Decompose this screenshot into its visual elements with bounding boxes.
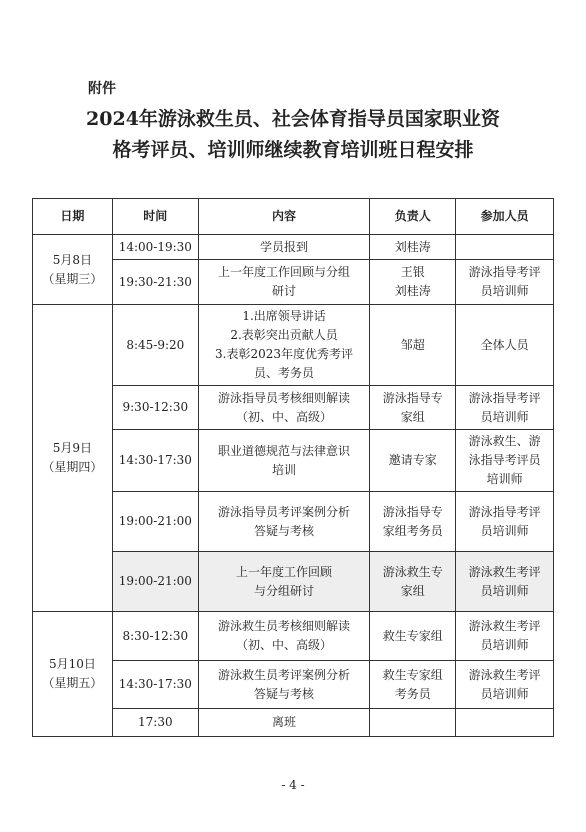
leader-cell bbox=[370, 430, 456, 492]
date-cell-line: 5月9日 bbox=[52, 441, 93, 455]
time-cell bbox=[112, 552, 198, 612]
leader-cell bbox=[370, 260, 456, 305]
content-cell bbox=[198, 661, 370, 709]
time-cell bbox=[112, 260, 198, 305]
attachment-label: 附件 bbox=[88, 81, 116, 97]
content-cell bbox=[198, 386, 370, 430]
schedule-table bbox=[32, 198, 554, 737]
leader-cell bbox=[370, 386, 456, 430]
leader-cell-line: 邀请专家 bbox=[388, 453, 437, 467]
content-cell bbox=[198, 612, 370, 661]
time-cell bbox=[112, 492, 198, 552]
content-cell bbox=[198, 492, 370, 552]
content-cell-line: 培训 bbox=[272, 462, 297, 477]
leader-cell-line: 家组 bbox=[400, 583, 425, 598]
date-cell-line: （星期五） bbox=[42, 676, 103, 690]
participants-cell-line: 员培训师 bbox=[480, 686, 529, 701]
participants-cell-line: 游泳救生考评 bbox=[468, 667, 541, 682]
time-cell-line: 14:00-19:30 bbox=[118, 239, 192, 254]
leader-cell-line: 刘桂涛 bbox=[394, 284, 431, 298]
participants-cell bbox=[456, 235, 554, 260]
content-cell-line: （初、中、高级） bbox=[236, 638, 333, 652]
leader-cell-line: 游泳指导专 bbox=[382, 390, 443, 405]
participants-cell-line: 泳指导考评员 bbox=[468, 453, 541, 467]
content-cell-line: 3.表彰2023年度优秀考评 bbox=[215, 347, 354, 361]
participants-cell-line: 员培训师 bbox=[480, 523, 529, 538]
content-cell-line: 游泳救生员考评案例分析 bbox=[218, 667, 351, 682]
table-header-row bbox=[33, 199, 554, 235]
content-cell-line: 职业道德规范与法律意识 bbox=[218, 443, 351, 458]
time-cell bbox=[112, 386, 198, 430]
participants-cell bbox=[456, 305, 554, 386]
time-cell-line: 19:00-21:00 bbox=[118, 514, 192, 528]
date-cell-line: （星期三） bbox=[42, 271, 103, 286]
participants-cell-line: 游泳救生考评 bbox=[468, 564, 541, 579]
participants-cell bbox=[456, 552, 554, 612]
participants-cell bbox=[456, 260, 554, 305]
time-cell-line: 14:30-17:30 bbox=[118, 453, 192, 467]
time-cell-line: 8:30-12:30 bbox=[122, 628, 189, 643]
time-cell bbox=[112, 430, 198, 492]
participants-cell-line: 员培训师 bbox=[480, 638, 529, 652]
leader-cell-line: 游泳指导专 bbox=[382, 504, 443, 519]
content-cell-line: 学员报到 bbox=[260, 239, 309, 254]
header-participants: 参加人员 bbox=[456, 199, 554, 235]
leader-cell bbox=[370, 709, 456, 737]
date-cell bbox=[33, 612, 113, 737]
participants-cell-line: 游泳指导考评 bbox=[468, 265, 541, 279]
time-cell bbox=[112, 612, 198, 661]
leader-cell-line: 家组 bbox=[400, 409, 425, 424]
leader-cell bbox=[370, 492, 456, 552]
table-row bbox=[33, 305, 554, 386]
content-cell bbox=[198, 552, 370, 612]
participants-cell bbox=[456, 430, 554, 492]
content-cell-line: 离班 bbox=[272, 715, 297, 729]
participants-cell-line: 员培训师 bbox=[480, 284, 529, 298]
time-cell bbox=[112, 709, 198, 737]
participants-cell-line: 游泳指导考评 bbox=[468, 504, 541, 519]
title-line-2: 格考评员、培训师继续教育培训班日程安排 bbox=[112, 139, 474, 161]
leader-cell bbox=[370, 305, 456, 386]
content-cell-line: 员、考务员 bbox=[254, 366, 315, 380]
leader-cell-line: 救生专家组 bbox=[382, 628, 443, 643]
participants-cell-line: 员培训师 bbox=[480, 583, 529, 598]
content-cell-line: 答疑与考核 bbox=[254, 523, 315, 538]
title-line-1: 2024年游泳救生员、社会体育指导员国家职业资 bbox=[86, 108, 500, 130]
date-cell bbox=[33, 235, 113, 305]
participants-cell-line: 培训师 bbox=[486, 472, 523, 486]
schedule-body bbox=[33, 235, 554, 737]
header-time: 时间 bbox=[112, 199, 198, 235]
content-cell bbox=[198, 709, 370, 737]
participants-cell bbox=[456, 492, 554, 552]
content-cell bbox=[198, 430, 370, 492]
leader-cell-line: 游泳救生专 bbox=[382, 564, 443, 579]
content-cell bbox=[198, 260, 370, 305]
leader-cell-line: 王银 bbox=[400, 265, 425, 279]
content-cell-line: 游泳指导员考评案例分析 bbox=[218, 504, 351, 519]
participants-cell bbox=[456, 386, 554, 430]
participants-cell bbox=[456, 612, 554, 661]
time-cell-line: 14:30-17:30 bbox=[118, 677, 192, 691]
time-cell-line: 8:45-9:20 bbox=[126, 337, 185, 352]
time-cell bbox=[112, 305, 198, 386]
leader-cell bbox=[370, 235, 456, 260]
content-cell-line: 上一年度工作回顾 bbox=[236, 564, 333, 579]
header-content: 内容 bbox=[198, 199, 370, 235]
content-cell-line: 游泳救生员考核细则解读 bbox=[218, 619, 351, 633]
content-cell bbox=[198, 305, 370, 386]
leader-cell bbox=[370, 552, 456, 612]
date-cell-line: （星期四） bbox=[42, 460, 103, 474]
page-number: - 4 - bbox=[281, 778, 305, 792]
participants-cell-line: 全体人员 bbox=[480, 337, 529, 352]
content-cell-line: 上一年度工作回顾与分组 bbox=[218, 265, 351, 279]
header-date: 日期 bbox=[33, 199, 113, 235]
date-cell bbox=[33, 305, 113, 612]
content-cell-line: 与分组研讨 bbox=[254, 583, 315, 598]
date-cell-line: 5月10日 bbox=[48, 657, 96, 671]
leader-cell-line: 刘桂涛 bbox=[394, 239, 431, 254]
content-cell-line: 答疑与考核 bbox=[254, 686, 315, 701]
content-cell-line: 1.出席领导讲话 bbox=[242, 309, 326, 323]
date-cell-line: 5月8日 bbox=[52, 252, 93, 267]
participants-cell-line: 游泳救生、游 bbox=[468, 434, 541, 448]
page-title bbox=[30, 104, 556, 166]
time-cell-line: 9:30-12:30 bbox=[122, 400, 189, 414]
participants-cell-line: 员培训师 bbox=[480, 409, 529, 424]
leader-cell-line: 考务员 bbox=[394, 686, 431, 701]
time-cell-line: 19:30-21:30 bbox=[118, 274, 192, 289]
time-cell bbox=[112, 235, 198, 260]
leader-cell-line: 救生专家组 bbox=[382, 667, 443, 682]
time-cell-line: 17:30 bbox=[138, 715, 173, 729]
participants-cell-line: 游泳救生考评 bbox=[468, 619, 541, 633]
participants-cell bbox=[456, 661, 554, 709]
participants-cell bbox=[456, 709, 554, 737]
leader-cell-line: 邹超 bbox=[400, 337, 425, 352]
content-cell-line: 2.表彰突出贡献人员 bbox=[230, 328, 338, 342]
leader-cell bbox=[370, 661, 456, 709]
content-cell bbox=[198, 235, 370, 260]
time-cell-line: 19:00-21:00 bbox=[118, 574, 192, 588]
content-cell-line: （初、中、高级） bbox=[236, 409, 333, 424]
table-row bbox=[33, 235, 554, 260]
leader-cell-line: 家组考务员 bbox=[382, 523, 443, 538]
header-leader: 负责人 bbox=[370, 199, 456, 235]
participants-cell-line: 游泳指导考评 bbox=[468, 390, 541, 405]
content-cell-line: 游泳指导员考核细则解读 bbox=[218, 390, 351, 405]
leader-cell bbox=[370, 612, 456, 661]
content-cell-line: 研讨 bbox=[272, 284, 297, 298]
time-cell bbox=[112, 661, 198, 709]
table-row bbox=[33, 612, 554, 661]
